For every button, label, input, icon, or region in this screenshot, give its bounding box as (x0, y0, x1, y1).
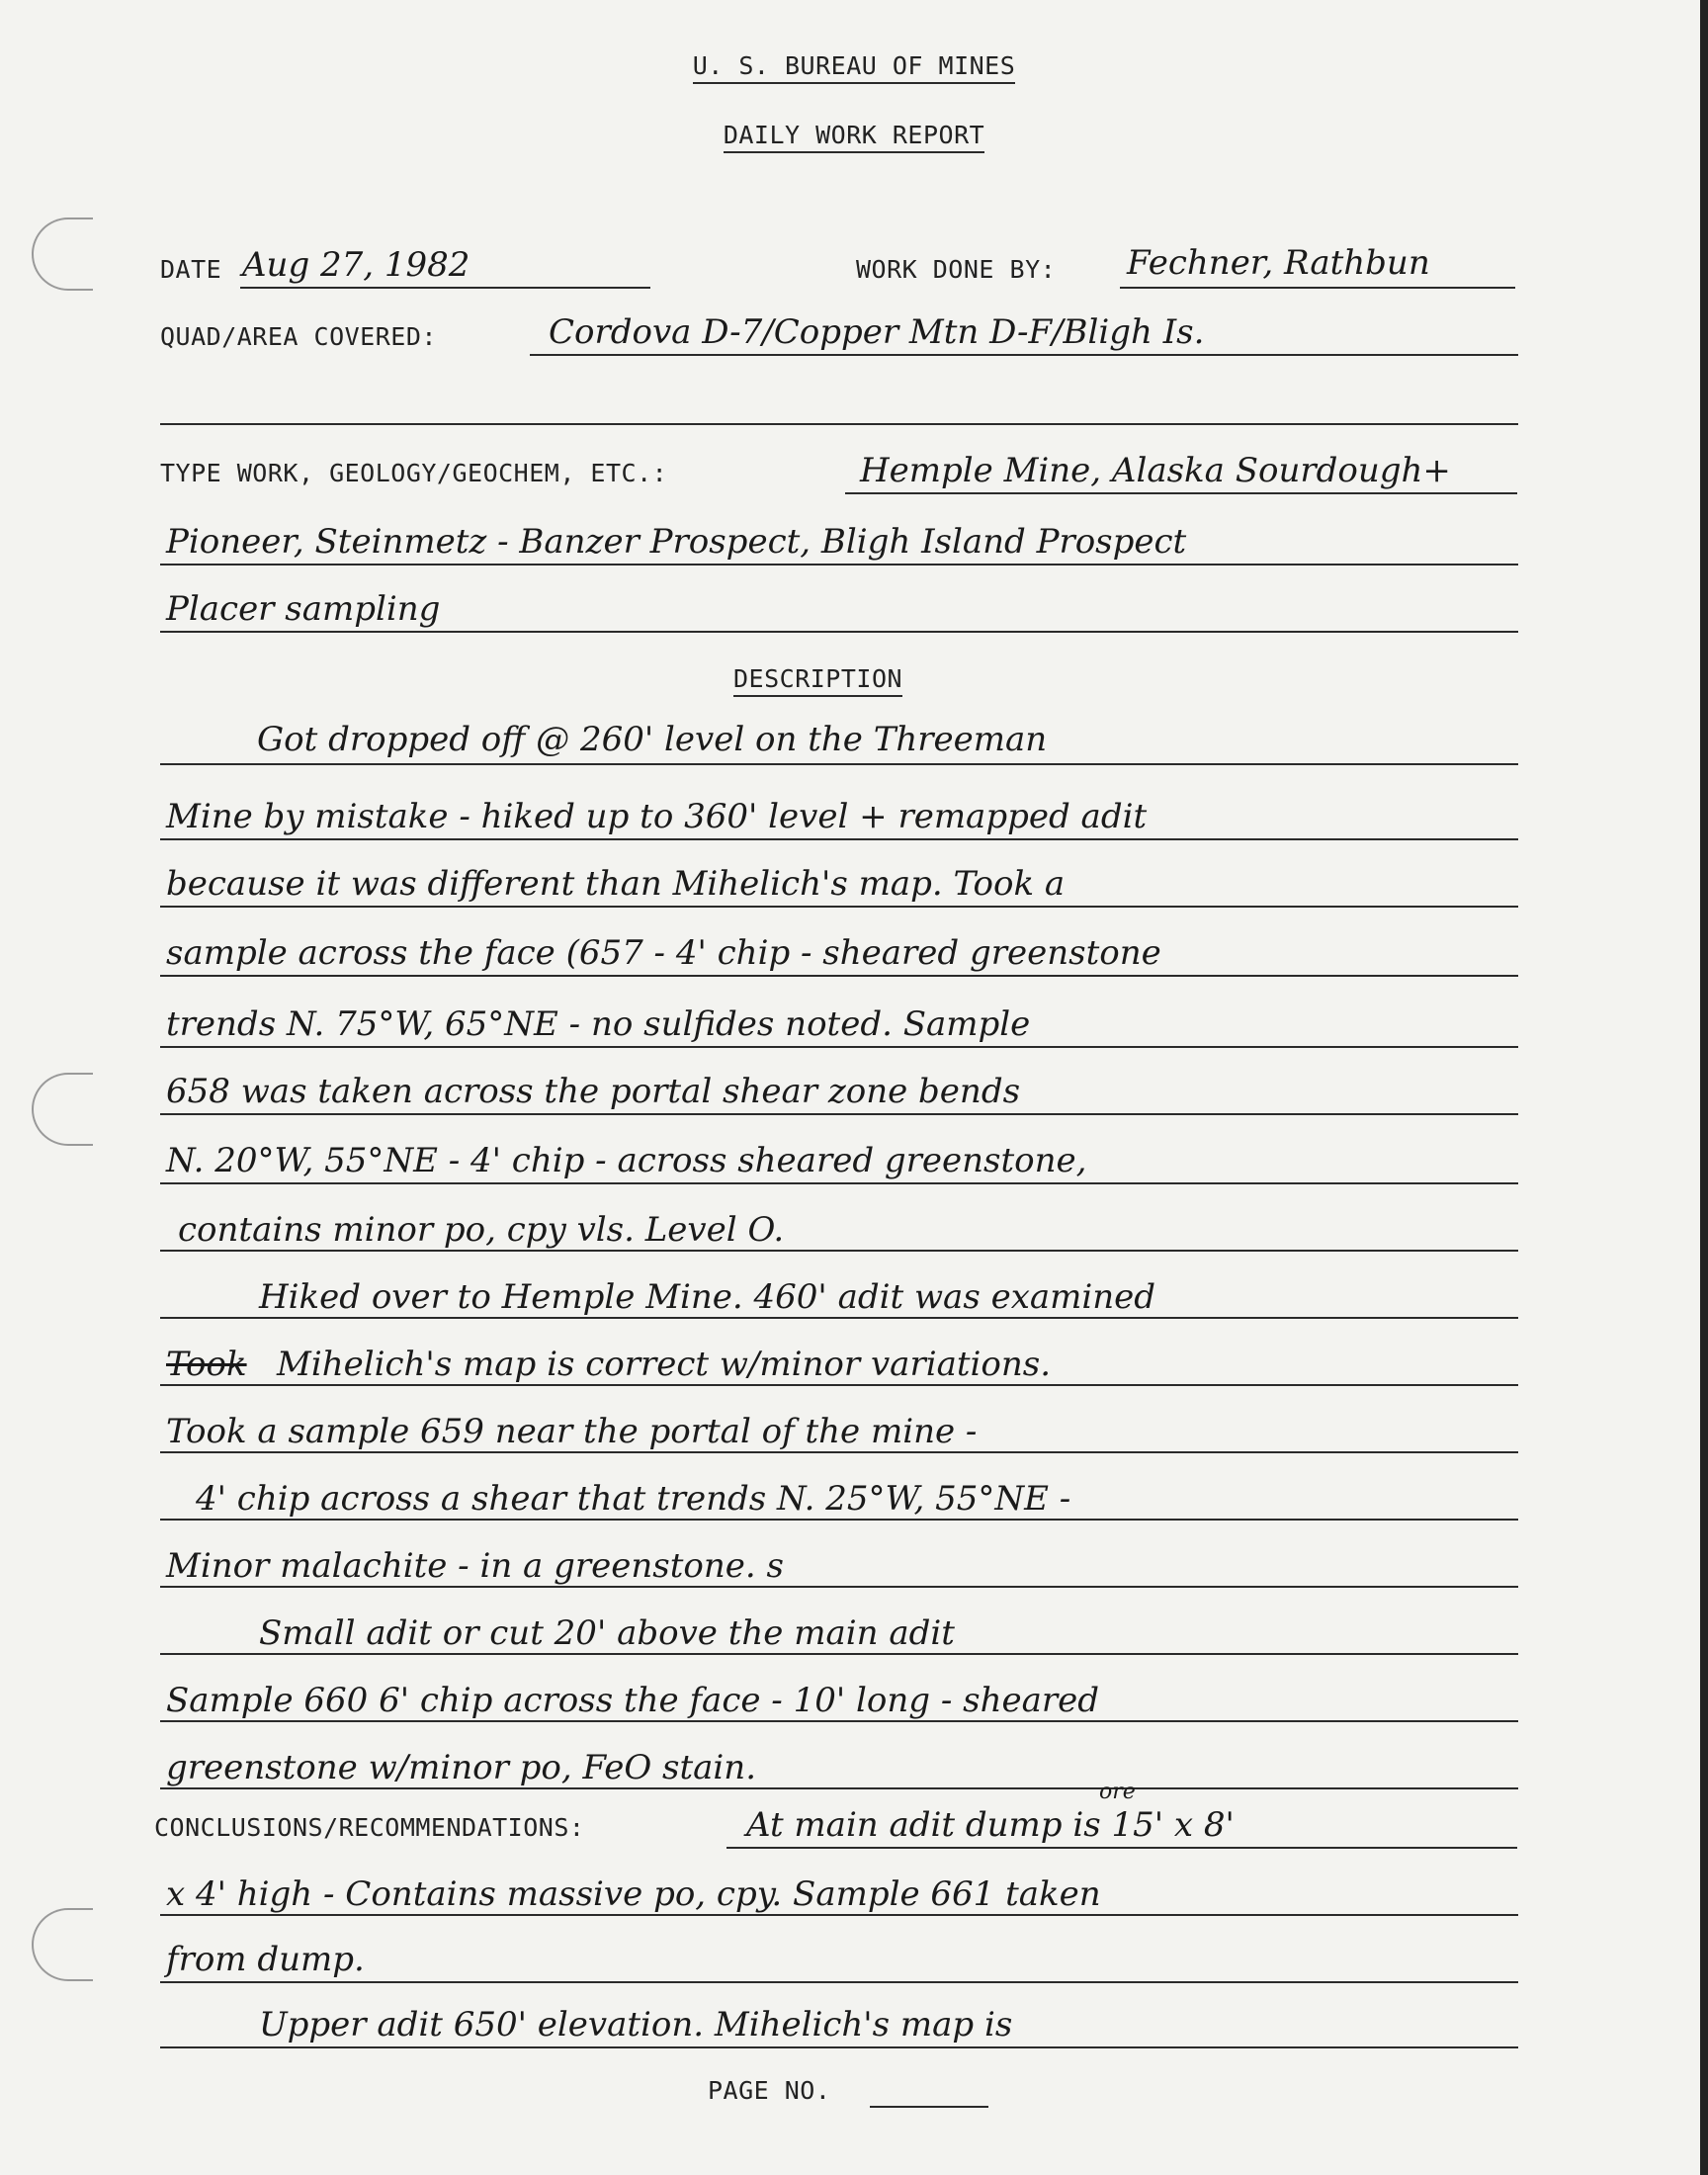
description-line-6: 658 was taken across the portal shear zone bends (166, 1072, 1021, 1111)
description-rule-10 (160, 1384, 1518, 1386)
quad-value: Cordova D-7/Copper Mtn D-F/Bligh Is. (549, 312, 1205, 352)
type-work-line-1: Hemple Mine, Alaska Sourdough+ (860, 451, 1451, 490)
agency-title: U. S. BUREAU OF MINES (0, 51, 1708, 80)
description-line-12: 4' chip across a shear that trends N. 25°W, 55°NE - (196, 1479, 1071, 1519)
description-line-14: Small adit or cut 20' above the main adit (259, 1613, 955, 1653)
punch-hole-middle (32, 1073, 93, 1146)
type-work-underline-2 (160, 564, 1518, 566)
description-rule-4 (160, 975, 1518, 977)
conclusions-label: CONCLUSIONS/RECOMMENDATIONS: (154, 1813, 585, 1842)
conclusions-rule-3 (160, 1981, 1518, 1983)
description-line-2: Mine by mistake - hiked up to 360' level + remapped adit (166, 797, 1148, 836)
description-line-8: contains minor po, cpy vls. Level O. (178, 1210, 785, 1250)
work-done-by-value: Fechner, Rathbun (1127, 243, 1430, 283)
description-rule-1 (160, 763, 1518, 765)
description-rule-13 (160, 1586, 1518, 1588)
type-work-line-2: Pioneer, Steinmetz - Banzer Prospect, Bligh Island Prospect (166, 522, 1187, 562)
description-line-15: Sample 660 6' chip across the face - 10' long - sheared (166, 1681, 1099, 1720)
struck-word: Took (166, 1345, 247, 1384)
description-rule-12 (160, 1519, 1518, 1521)
description-line-9: Hiked over to Hemple Mine. 460' adit was examined (259, 1277, 1156, 1317)
description-line-11: Took a sample 659 near the portal of the mine - (166, 1412, 978, 1451)
punch-hole-bottom (32, 1908, 93, 1981)
scan-edge (1700, 0, 1708, 2175)
conclusions-superscript: ore (1099, 1780, 1136, 1804)
date-underline (240, 287, 650, 289)
conclusions-rule-1 (726, 1847, 1517, 1849)
quad-underline-2 (160, 423, 1518, 425)
description-rule-7 (160, 1182, 1518, 1184)
description-line-10: Mihelich's map is correct w/minor variations. (277, 1345, 1051, 1384)
conclusions-rule-4 (160, 2046, 1518, 2048)
quad-label: QUAD/AREA COVERED: (160, 322, 437, 351)
conclusions-line-4: Upper adit 650' elevation. Mihelich's map is (259, 2005, 1013, 2044)
description-line-13: Minor malachite - in a greenstone. s (166, 1546, 784, 1586)
description-rule-15 (160, 1720, 1518, 1722)
description-heading: DESCRIPTION (733, 664, 902, 693)
type-work-underline-1 (845, 492, 1517, 494)
description-line-16: greenstone w/minor po, FeO stain. (166, 1748, 757, 1787)
type-work-line-3: Placer sampling (166, 589, 441, 629)
description-line-1: Got dropped off @ 260' level on the Threeman (257, 720, 1048, 759)
description-line-7: N. 20°W, 55°NE - 4' chip - across sheared greenstone, (166, 1141, 1087, 1180)
description-rule-14 (160, 1653, 1518, 1655)
date-value: Aug 27, 1982 (242, 245, 470, 285)
description-rule-16 (160, 1787, 1518, 1789)
description-line-4: sample across the face (657 - 4' chip - sheared greenstone (166, 933, 1161, 973)
description-rule-5 (160, 1046, 1518, 1048)
description-line-3: because it was different than Mihelich's map. Took a (166, 864, 1066, 904)
work-done-by-label: WORK DONE BY: (856, 255, 1057, 284)
page-number-label: PAGE NO. (708, 2076, 831, 2105)
conclusions-line-2: x 4' high - Contains massive po, cpy. Sample 661 taken (166, 1874, 1101, 1914)
conclusions-rule-2 (160, 1914, 1518, 1916)
type-work-label: TYPE WORK, GEOLOGY/GEOCHEM, ETC.: (160, 459, 668, 487)
type-work-underline-3 (160, 631, 1518, 633)
description-rule-9 (160, 1317, 1518, 1319)
description-rule-11 (160, 1451, 1518, 1453)
description-line-5: trends N. 75°W, 65°NE - no sulfides noted. Sample (166, 1004, 1031, 1044)
date-label: DATE (160, 255, 222, 284)
conclusions-line-1: At main adit dump is 15' x 8' (746, 1805, 1235, 1845)
description-rule-8 (160, 1250, 1518, 1252)
work-done-by-underline (1120, 287, 1515, 289)
page-number-underline (870, 2106, 988, 2108)
description-rule-6 (160, 1113, 1518, 1115)
description-rule-2 (160, 838, 1518, 840)
form-title: DAILY WORK REPORT (0, 121, 1708, 149)
punch-hole-top (32, 218, 93, 291)
conclusions-line-3: from dump. (166, 1940, 365, 1979)
description-rule-3 (160, 906, 1518, 908)
quad-underline (530, 354, 1518, 356)
